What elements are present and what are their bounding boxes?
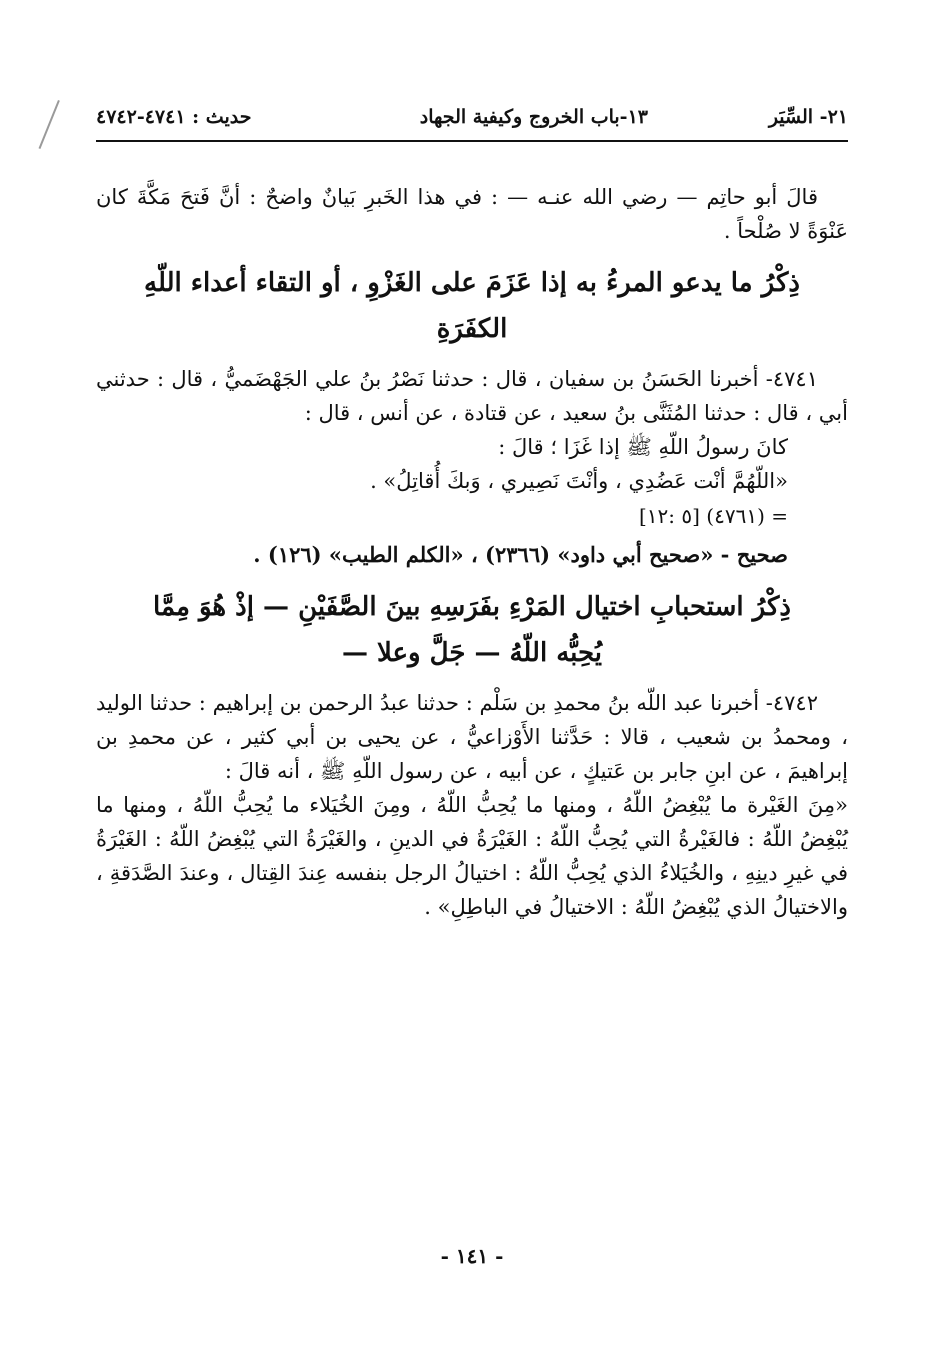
section-heading-1: ذِكْرُ ما يدعو المرءُ به إذا عَزَمَ على الغَزْوِ ، أو التقاء أعداء اللّهِ الكفَرَةِ xyxy=(144,268,800,344)
header-hadith-range: حديث : ٤٧٤١-٤٧٤٢ xyxy=(96,106,252,128)
hadith-4741-isnad: ٤٧٤١- أخبرنا الحَسَنُ بن سفيان ، قال : حدثنا نَصْرُ بنُ علي الجَهْضَميُّ ، قال : حدثني أبي ، قال : حدثنا المُثَنَّى بنُ سعيد ، عن قتادة ، عن أنس ، قال : xyxy=(96,367,848,425)
section-heading-2: ذِكْرُ استحبابِ اختيال المَرْءِ بفَرَسِهِ بينَ الصَّفَيْنِ — إذْ هُوَ مِمَّا يُحِبُّه اللّهُ — جَلَّ وعلا — xyxy=(153,592,791,668)
page-number: - ١٤١ - xyxy=(440,1244,504,1268)
page-body xyxy=(96,180,848,924)
scan-mark xyxy=(39,100,60,149)
hadith-4741-grading: صحيح - «صحيح أبي داود» (٢٣٦٦) ، «الكلم الطيب» (١٢٦) . xyxy=(253,542,788,567)
intro-paragraph: قالَ أبو حاتِم — رضي الله عنـه — : في هذا الخَبرِ بَيانٌ واضحٌ : أنَّ فَتحَ مَكَّةَ كان عَنْوَةً لا صُلْحاً . xyxy=(96,185,848,243)
hadith-4742-isnad: ٤٧٤٢- أخبرنا عبد اللّه بنُ محمدِ بن سَلْم : حدثنا عبدُ الرحمن بن إبراهيم : حدثنا الوليد ، ومحمدُ بن شعيب ، قالا : حَدَّثنا الأَوْزاعيُّ ، عن يحيى بن أبي كثير ، عن محمدِ بن إبراهيمَ ، عن ابنِ جابر بن عَتيكٍ ، عن أبيه ، عن رسول اللّهِ ﷺ ، أنه قالَ : xyxy=(96,691,848,783)
header-rule xyxy=(96,140,848,142)
running-header xyxy=(96,100,848,136)
hadith-4741-matn: «اللّهُمَّ أنْت عَضُدِي ، وأنْتَ نَصِيري ، وَبكَ أُقاتِلُ» . xyxy=(370,469,788,493)
header-book-title: ٢١- السِّيَر xyxy=(768,106,848,128)
hadith-4742-matn: «مِنَ الغَيْرة ما يُبْغِضُ اللّهُ ، ومنها ما يُحِبُّ اللّهُ ، ومِنَ الخُيَلاء ما يُحِبُّ اللّهُ ، ومنها ما يُبْغِضُ اللّهُ : فالغَيْرةُ التي يُحِبُّ اللّهُ : الغَيْرَةُ في الدينِ ، والغَيْرَةُ التي يُبْغِضُ اللّهُ : الغَيْرَةُ في غيرِ دينِهِ ، والخُيَلاءُ الذي يُحِبُّ اللّهُ : اختيالُ الرجل بنفسه عِندَ القِتال ، وعندَ الصَّدَقةِ ، والاختيالُ الذي يُبْغِضُ اللّهُ : الاختيالُ في الباطِلِ» . xyxy=(96,793,848,919)
hadith-4741-matn-intro: كانَ رسولُ اللّهِ ﷺ إذا غَزَا ؛ قالَ : xyxy=(498,435,788,459)
hadith-4741-reference: = (٤٧٦١) [٥ :١٢] xyxy=(638,504,788,528)
header-chapter-title: ١٣-باب الخروج وكيفية الجهاد xyxy=(419,106,648,128)
